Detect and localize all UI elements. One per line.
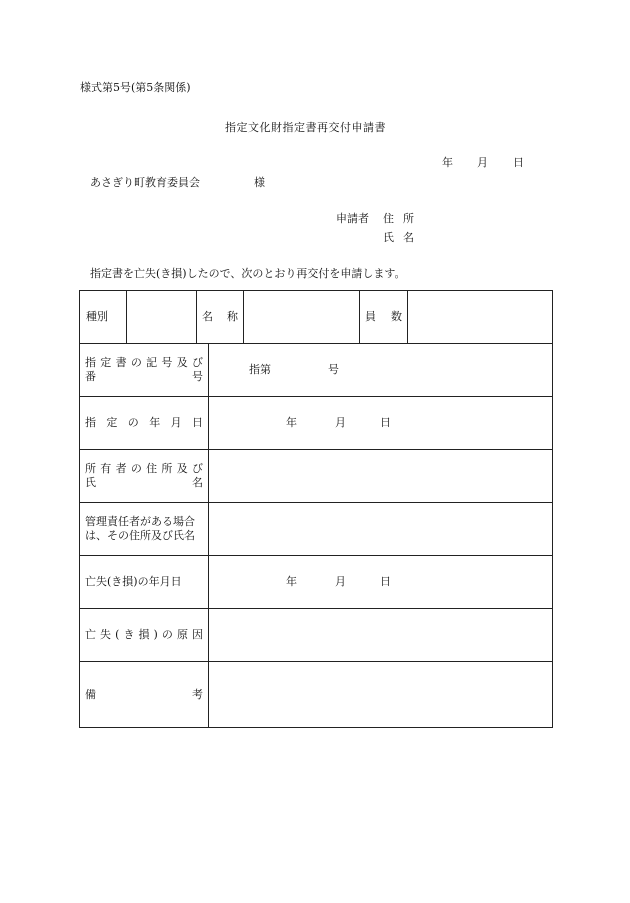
row-certificate-number	[80, 344, 553, 397]
application-table	[79, 290, 553, 728]
certificate-number-suffix: 号	[328, 363, 339, 376]
certificate-number-value-cell[interactable]	[209, 344, 553, 397]
document-title: 指定文化財指定書再交付申請書	[225, 121, 386, 134]
kind-label: 種別	[86, 310, 108, 323]
remarks-label-cell	[80, 662, 209, 728]
applicant-address-label: 住所	[383, 212, 423, 225]
remarks-label: 備 考	[85, 687, 203, 701]
form-number: 様式第5号(第5条関係)	[80, 81, 191, 94]
row-remarks	[80, 662, 553, 728]
loss-date-label: 亡失(き損)の年月日	[85, 575, 182, 588]
designation-date-month: 月	[335, 416, 346, 429]
certificate-number-label-line2: 番 号	[85, 370, 203, 383]
certificate-number-label-line1: 指定書の記号及び	[85, 356, 203, 369]
kind-value-cell[interactable]	[127, 291, 197, 344]
loss-date-year: 年	[286, 575, 297, 588]
row-loss-date	[80, 556, 553, 609]
date-month-label: 月	[477, 156, 488, 169]
designation-date-day: 日	[380, 416, 391, 429]
row-owner	[80, 450, 553, 503]
count-value-cell[interactable]	[408, 291, 553, 344]
loss-date-day: 日	[380, 575, 391, 588]
loss-cause-label: 亡失(き損)の原因	[85, 628, 203, 641]
name-label-cell	[197, 291, 244, 344]
date-year-label: 年	[442, 156, 453, 169]
designation-date-value-cell[interactable]	[209, 397, 553, 450]
applicant-name-label: 氏名	[383, 231, 423, 244]
loss-date-month: 月	[335, 575, 346, 588]
owner-value-cell[interactable]	[209, 450, 553, 503]
designation-date-label: 指定の年月日	[85, 416, 203, 429]
remarks-value-cell[interactable]	[209, 662, 553, 728]
kind-label-cell	[80, 291, 127, 344]
owner-label-line2: 氏 名	[85, 476, 203, 489]
designation-date-year: 年	[286, 416, 297, 429]
certificate-number-label-cell	[80, 344, 209, 397]
row-loss-cause	[80, 609, 553, 662]
loss-date-value-cell[interactable]	[209, 556, 553, 609]
date-day-label: 日	[513, 156, 524, 169]
name-label: 名称	[202, 310, 238, 323]
addressee: あさぎり町教育委員会	[90, 176, 200, 189]
owner-label-line1: 所有者の住所及び	[85, 462, 203, 475]
manager-value-cell[interactable]	[209, 503, 553, 556]
manager-label-line1: 管理責任者がある場合	[85, 515, 195, 528]
loss-cause-value-cell[interactable]	[209, 609, 553, 662]
owner-label-cell	[80, 450, 209, 503]
certificate-number-prefix: 指第	[249, 363, 271, 376]
count-label: 員数	[365, 310, 402, 323]
loss-date-label-cell	[80, 556, 209, 609]
row-designation-date	[80, 397, 553, 450]
designation-date-label-cell	[80, 397, 209, 450]
name-value-cell[interactable]	[244, 291, 360, 344]
row-manager	[80, 503, 553, 556]
manager-label-cell	[80, 503, 209, 556]
application-statement: 指定書を亡失(き損)したので、次のとおり再交付を申請します。	[90, 267, 406, 280]
loss-cause-label-cell	[80, 609, 209, 662]
manager-label-line2: は、その住所及び氏名	[85, 529, 195, 542]
row-kind-name-count	[80, 291, 553, 344]
count-label-cell	[360, 291, 408, 344]
addressee-suffix: 様	[254, 176, 265, 189]
applicant-label: 申請者	[336, 212, 369, 225]
